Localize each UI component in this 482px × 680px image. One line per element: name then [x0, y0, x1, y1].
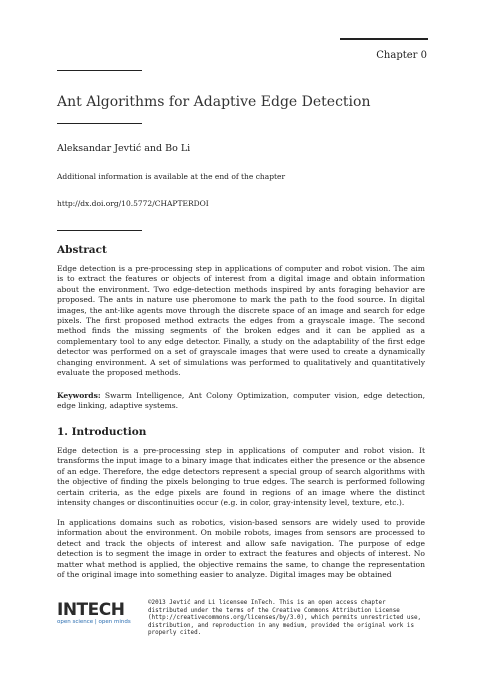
title-rule [57, 123, 142, 124]
abstract-heading: Abstract [57, 244, 107, 256]
keywords-label: Keywords: [57, 391, 101, 400]
keywords-text: Swarm Intelligence, Ant Colony Optimization, computer vision, edge detection, edge linking, adaptive systems. [57, 391, 425, 411]
doi-rule [57, 230, 142, 231]
introduction-paragraph-2: In applications domains such as robotics, vision-based sensors are widely used to provide information about the environment. On mobile robots, images from sensors are processed to detect and track the objects of interest and allow safe navigation. The purpose of edge detection is to segment the image in order to extract the features and objects of interest. No matter what method is applied, the objective remains the same, to change the representation of the original image into something easier to analyze. Digital images may be obtained [57, 518, 425, 580]
doi-link[interactable]: http://dx.doi.org/10.5772/CHAPTERDOI [57, 199, 209, 208]
introduction-paragraph-1: Edge detection is a pre-processing step in applications of computer and robot vision. It transforms the input image to a binary image that indicates either the presence or the absence of an edge. Therefore, the edge detectors represent a special group of search algorithms with the objective of finding the pixels belonging to true edges. The search is performed following certain criteria, as the edge pixels are found in regions of an image where the distinct intensity changes or discontinuities occur (e.g. in color, gray-intensity level, texture, etc.). [57, 446, 425, 508]
header-rule-left [57, 70, 142, 71]
logo-tagline: open science | open minds [57, 619, 131, 625]
logo-text: INTECH [57, 600, 125, 620]
introduction-heading: 1. Introduction [57, 426, 147, 438]
additional-info: Additional information is available at the end of the chapter [57, 172, 286, 181]
authors: Aleksandar Jevtić and Bo Li [57, 143, 191, 154]
header-rule-right [340, 38, 428, 40]
chapter-title: Ant Algorithms for Adaptive Edge Detection [57, 94, 371, 110]
chapter-label: Chapter 0 [376, 50, 427, 61]
license-notice: ©2013 Jevtić and Li licensee InTech. This is an open access chapter distributed under the terms of the Creative Commons Attribution License (http://creativecommons.org/licenses/by/3.0), which permits unrestricted use, distribution, and reproduction in any medium, provided the original work is properly cited. [148, 600, 422, 637]
intech-logo [57, 600, 131, 625]
abstract-body: Edge detection is a pre-processing step in applications of computer and robot vision. The aim is to extract the features or objects of interest from a digital image and obtain information about the environment. Two edge-detection methods inspired by ants foraging behavior are proposed. The ants in nature use pheromone to mark the path to the food source. In digital images, the ant-like agents move through the discrete space of an image and search for edge pixels. The first proposed method extracts the edges from a grayscale image. The second method finds the missing segments of the broken edges and it can be applied as a complementary tool to any edge detector. Finally, a study on the adaptability of the first edge detector was performed on a set of grayscale images that were used to create a dynamically changing environment. A set of simulations was performed to qualitatively and quantitatively evaluate the proposed methods. [57, 264, 425, 378]
keywords [57, 391, 425, 412]
